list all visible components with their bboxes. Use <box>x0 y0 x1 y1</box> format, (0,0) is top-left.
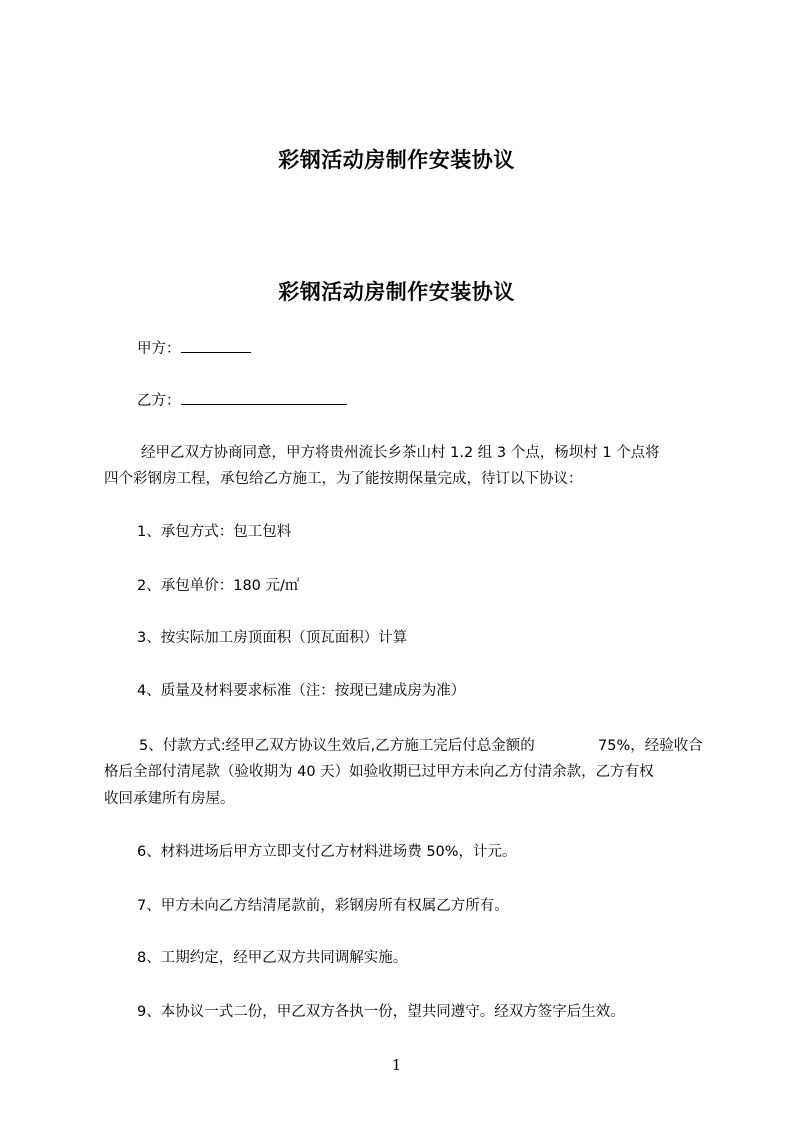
page-number: 1 <box>391 1056 402 1074</box>
clause-5-line-3: 收回承建所有房屋。 <box>104 791 235 807</box>
cover-title: 彩钢活动房制作安装协议 <box>278 148 515 172</box>
clause-5-line-1-left: 5、付款方式:经甲乙双方协议生效后,乙方施工完后付总金额的 <box>139 738 535 754</box>
clause-5-line-1-right: 75%，经验收合 <box>598 738 703 754</box>
intro-line-2: 四个彩钢房工程，承包给乙方施工，为了能按期保量完成，待订以下协议： <box>104 471 583 487</box>
party-b-line <box>137 390 347 411</box>
clause-8: 8、工期约定，经甲乙双方共同调解实施。 <box>137 950 408 966</box>
intro-line-1: 经甲乙双方协商同意，甲方将贵州流长乡茶山村 1.2 组 3 个点，杨坝村 1 个点将 <box>141 445 660 461</box>
party-a-label: 甲方： <box>137 341 181 357</box>
clause-4: 4、质量及材料要求标准（注：按现已建成房为准） <box>137 683 466 699</box>
party-b-blank <box>181 390 347 405</box>
clause-3: 3、按实际加工房顶面积（顶瓦面积）计算 <box>137 630 408 646</box>
clause-9: 9、本协议一式二份，甲乙双方各执一份，望共同遵守。经双方签字后生效。 <box>137 1004 625 1020</box>
agreement-title: 彩钢活动房制作安装协议 <box>278 280 515 304</box>
clause-7: 7、甲方未向乙方结清尾款前，彩钢房所有权属乙方所有。 <box>137 898 509 914</box>
party-b-label: 乙方： <box>137 393 181 409</box>
party-a-blank <box>181 338 251 353</box>
clause-1: 1、承包方式：包工包料 <box>137 524 292 540</box>
clause-6: 6、材料进场后甲方立即支付乙方材料进场费 50%，计元。 <box>137 844 517 860</box>
clause-5-line-2: 格后全部付清尾款（验收期为 40 天）如验收期已过甲方未向乙方付清余款，乙方有权 <box>104 764 654 780</box>
clause-2: 2、承包单价：180 元/㎡ <box>137 578 300 594</box>
party-a-line <box>137 338 251 359</box>
